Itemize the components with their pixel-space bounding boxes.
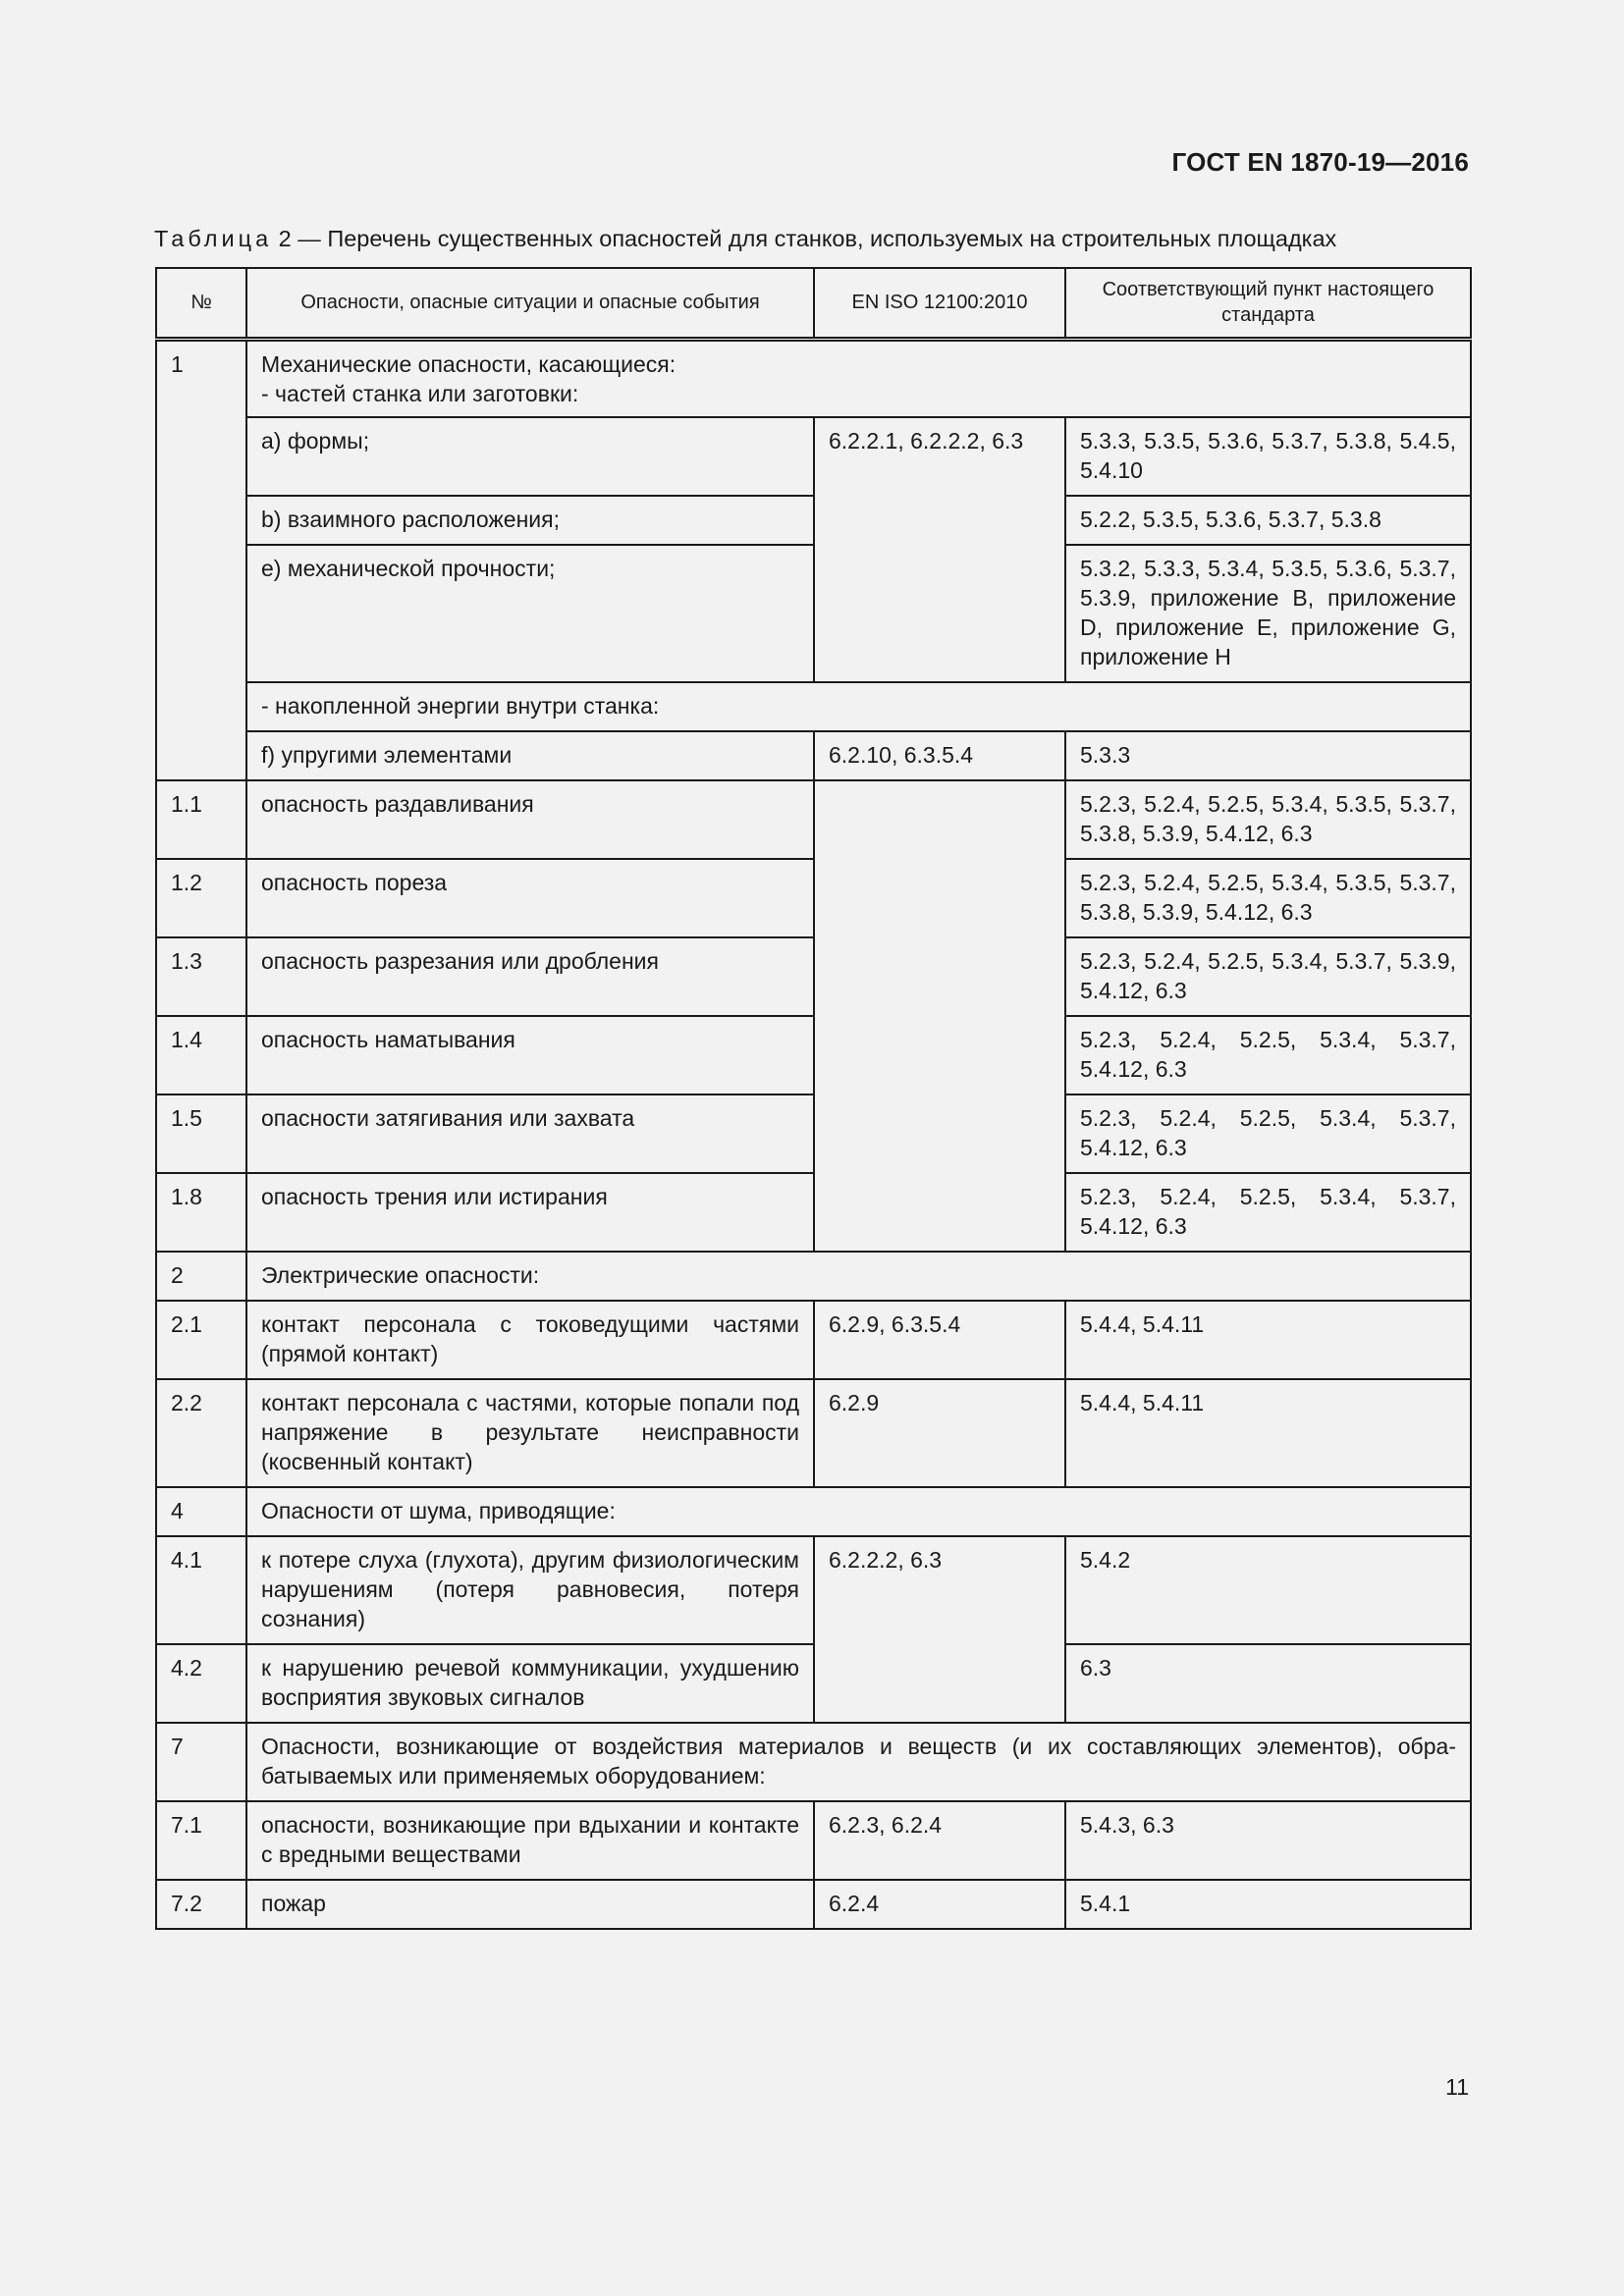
row-clause: 5.2.3, 5.2.4, 5.2.5, 5.3.4, 5.3.5, 5.3.7, 5.3.8, 5.3.9, 5.4.12, 6.3 <box>1065 859 1471 937</box>
row-hazard: контакт персонала с частями, которые попали под напряжение в результате неисправности (косвенный контакт) <box>246 1379 814 1487</box>
table-row <box>156 1095 1471 1173</box>
row-clause: 5.3.3, 5.3.5, 5.3.6, 5.3.7, 5.3.8, 5.4.5, 5.4.10 <box>1065 417 1471 496</box>
row-number: 1.4 <box>156 1016 246 1095</box>
table-header-row <box>156 268 1471 339</box>
row-iso: 6.2.4 <box>814 1880 1065 1929</box>
row-number: 2.2 <box>156 1379 246 1487</box>
row-iso: 6.2.2.1, 6.2.2.2, 6.3 <box>814 417 1065 682</box>
row-hazard-section: Электрические опасности: <box>246 1252 1471 1301</box>
table-row <box>156 1801 1471 1880</box>
row-number: 1.8 <box>156 1173 246 1252</box>
row-hazard: опасности затягивания или захвата <box>246 1095 814 1173</box>
table-row <box>156 1536 1471 1644</box>
row-number: 4.1 <box>156 1536 246 1644</box>
row-clause: 5.2.3, 5.2.4, 5.2.5, 5.3.4, 5.3.7, 5.4.12, 6.3 <box>1065 1016 1471 1095</box>
row-number: 7.2 <box>156 1880 246 1929</box>
row-iso-empty <box>814 780 1065 1252</box>
row-iso: 6.2.9, 6.3.5.4 <box>814 1301 1065 1379</box>
table-row <box>156 1016 1471 1095</box>
row-number: 1.5 <box>156 1095 246 1173</box>
row-hazard: опасность раздавливания <box>246 780 814 859</box>
row-clause: 5.2.3, 5.2.4, 5.2.5, 5.3.4, 5.3.7, 5.4.12, 6.3 <box>1065 1095 1471 1173</box>
table-row <box>156 1379 1471 1487</box>
row-hazard: контакт персонала с токоведущими частями (прямой контакт) <box>246 1301 814 1379</box>
hazards-table <box>155 267 1472 1930</box>
row-hazard: к нарушению речевой коммуникации, ухудшению восприятия звуковых сигналов <box>246 1644 814 1723</box>
row-hazard-subsection: - накопленной энергии внутри станка: <box>246 682 1471 731</box>
row-clause: 5.4.4, 5.4.11 <box>1065 1379 1471 1487</box>
row-number: 1.2 <box>156 859 246 937</box>
row-hazard: пожар <box>246 1880 814 1929</box>
row-iso: 6.2.9 <box>814 1379 1065 1487</box>
table-row <box>156 1880 1471 1929</box>
row-hazard-section: Опасности, возникающие от воздействия материалов и веществ (и их составляющих элементов), обрабатываемых или применяемых оборудованием: <box>246 1723 1471 1801</box>
table-row <box>156 339 1471 417</box>
row-number: 7 <box>156 1723 246 1801</box>
row-number: 2 <box>156 1252 246 1301</box>
table-row <box>156 859 1471 937</box>
col-header-clause: Соответствующий пункт настоящего стандарта <box>1065 268 1471 339</box>
table-row <box>156 1723 1471 1801</box>
table-caption-text: 2 — Перечень существенных опасностей для станков, используемых на строительных площадках <box>272 226 1337 251</box>
row-clause: 5.2.3, 5.2.4, 5.2.5, 5.3.4, 5.3.7, 5.3.9, 5.4.12, 6.3 <box>1065 937 1471 1016</box>
table-row <box>156 780 1471 859</box>
row-number: 1.3 <box>156 937 246 1016</box>
row-number: 7.1 <box>156 1801 246 1880</box>
row-clause: 5.4.1 <box>1065 1880 1471 1929</box>
row-iso: 6.2.10, 6.3.5.4 <box>814 731 1065 780</box>
row-hazard: e) механической прочности; <box>246 545 814 682</box>
row-hazard-section: Механические опасности, касающиеся: - частей станка или заготовки: <box>246 339 1471 417</box>
table-row <box>156 682 1471 731</box>
row-clause: 5.3.3 <box>1065 731 1471 780</box>
row-hazard: к потере слуха (глухота), другим физиологическим нарушениям (потеря равновесия, потеря сознания) <box>246 1536 814 1644</box>
row-hazard: опасность разрезания или дробления <box>246 937 814 1016</box>
row-clause: 5.4.3, 6.3 <box>1065 1801 1471 1880</box>
table-row <box>156 417 1471 496</box>
row-hazard: опасность наматывания <box>246 1016 814 1095</box>
row-clause: 5.4.2 <box>1065 1536 1471 1644</box>
row-number: 4 <box>156 1487 246 1536</box>
table-row <box>156 1173 1471 1252</box>
table-row <box>156 1644 1471 1723</box>
table-row <box>156 937 1471 1016</box>
col-header-number: № <box>156 268 246 339</box>
row-hazard: опасность пореза <box>246 859 814 937</box>
row-number: 1 <box>156 339 246 780</box>
table-row <box>156 1487 1471 1536</box>
document-code: ГОСТ EN 1870-19—2016 <box>1171 147 1469 177</box>
row-clause: 5.3.2, 5.3.3, 5.3.4, 5.3.5, 5.3.6, 5.3.7, 5.3.9, приложение B, приложение D, приложение E, приложение G, приложение H <box>1065 545 1471 682</box>
row-hazard: a) формы; <box>246 417 814 496</box>
table-row <box>156 545 1471 682</box>
col-header-hazard: Опасности, опасные ситуации и опасные события <box>246 268 814 339</box>
col-header-iso: EN ISO 12100:2010 <box>814 268 1065 339</box>
table-row <box>156 731 1471 780</box>
row-hazard: опасность трения или истирания <box>246 1173 814 1252</box>
table-caption-label: Таблица <box>154 226 273 251</box>
row-hazard: опасности, возникающие при вдыхании и контакте с вредными веществами <box>246 1801 814 1880</box>
row-clause: 6.3 <box>1065 1644 1471 1723</box>
table-row <box>156 1252 1471 1301</box>
table-row <box>156 496 1471 545</box>
row-number: 4.2 <box>156 1644 246 1723</box>
row-clause: 5.2.2, 5.3.5, 5.3.6, 5.3.7, 5.3.8 <box>1065 496 1471 545</box>
table-caption <box>154 226 1336 252</box>
row-clause: 5.2.3, 5.2.4, 5.2.5, 5.3.4, 5.3.5, 5.3.7, 5.3.8, 5.3.9, 5.4.12, 6.3 <box>1065 780 1471 859</box>
row-number: 1.1 <box>156 780 246 859</box>
row-clause: 5.4.4, 5.4.11 <box>1065 1301 1471 1379</box>
row-clause: 5.2.3, 5.2.4, 5.2.5, 5.3.4, 5.3.7, 5.4.12, 6.3 <box>1065 1173 1471 1252</box>
table-row <box>156 1301 1471 1379</box>
row-iso: 6.2.3, 6.2.4 <box>814 1801 1065 1880</box>
row-number: 2.1 <box>156 1301 246 1379</box>
page-number: 11 <box>1445 2074 1469 2100</box>
row-iso: 6.2.2.2, 6.3 <box>814 1536 1065 1723</box>
row-hazard: b) взаимного расположения; <box>246 496 814 545</box>
row-hazard: f) упругими элементами <box>246 731 814 780</box>
row-hazard-section: Опасности от шума, приводящие: <box>246 1487 1471 1536</box>
